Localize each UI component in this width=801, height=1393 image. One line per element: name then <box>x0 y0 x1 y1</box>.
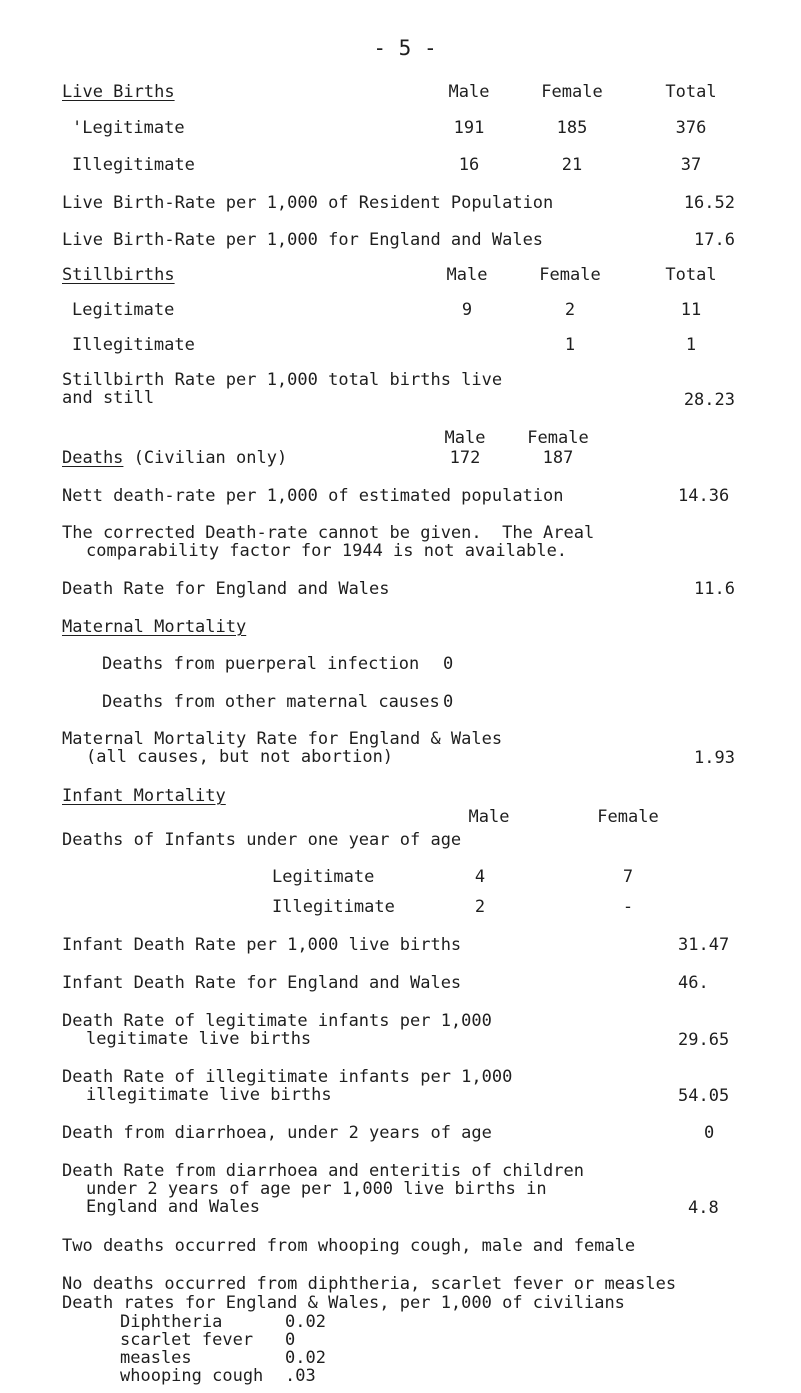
deaths-heading-line <box>62 448 287 468</box>
live-births-col-total: Total <box>665 82 717 102</box>
infant-row-male: 4 <box>474 867 486 887</box>
live-births-row-female: 21 <box>561 155 583 175</box>
deaths-female-value: 187 <box>542 448 574 468</box>
infant-heading: Infant Mortality <box>62 786 226 806</box>
rate-item-label: Diphtheria <box>120 1312 223 1332</box>
live-births-row-label: Illegitimate <box>72 155 195 175</box>
live-births-row-male: 16 <box>458 155 480 175</box>
live-births-row-label: 'Legitimate <box>72 118 185 138</box>
puerperal-value: 0 <box>443 654 454 674</box>
enteritis-line1: Death Rate from diarrhoea and enteritis of children <box>62 1161 584 1181</box>
corrected-note-line1: The corrected Death-rate cannot be given. The Areal <box>62 523 595 543</box>
stillbirths-col-female: Female <box>539 265 601 285</box>
rate-item-label: scarlet fever <box>120 1330 254 1350</box>
corrected-note-line2: comparability factor for 1944 is not available. <box>86 541 568 561</box>
deaths-male-value: 172 <box>449 448 481 468</box>
deaths-col-male: Male <box>444 428 486 448</box>
rate-item-value: 0.02 <box>285 1348 326 1368</box>
live-births-row-male: 191 <box>453 118 485 138</box>
stillbirths-col-male: Male <box>446 265 488 285</box>
legit-infant-rate-value: 29.65 <box>678 1030 730 1050</box>
civilian-rates-heading: Death rates for England & Wales, per 1,000 of civilians <box>62 1293 625 1313</box>
illegit-infant-rate-line1: Death Rate of illegitimate infants per 1,000 <box>62 1067 513 1087</box>
england-death-rate-label: Death Rate for England and Wales <box>62 579 390 599</box>
rate-item-value: 0.02 <box>285 1312 326 1332</box>
page-number: - 5 - <box>373 36 437 60</box>
legit-infant-rate-line2: legitimate live births <box>86 1029 312 1049</box>
illegit-infant-rate-line2: illegitimate live births <box>86 1085 332 1105</box>
stillbirths-row-label: Legitimate <box>72 300 175 320</box>
infant-deaths-label: Deaths of Infants under one year of age <box>62 830 462 850</box>
live-births-heading: Live Births <box>62 82 175 102</box>
stillbirths-row-label: Illegitimate <box>72 335 195 355</box>
stillbirth-rate-label-line1: Stillbirth Rate per 1,000 total births live <box>62 370 503 390</box>
infant-row-female: - <box>622 897 634 917</box>
legit-infant-rate-line1: Death Rate of legitimate infants per 1,000 <box>62 1011 492 1031</box>
infant-row-label: Legitimate <box>272 867 375 887</box>
infant-england-value: 46. <box>678 973 709 993</box>
stillbirths-row-female: 1 <box>564 335 576 355</box>
stillbirths-row-total: 1 <box>685 335 697 355</box>
live-birth-rate-england-label: Live Birth-Rate per 1,000 for England and Wales <box>62 230 544 250</box>
enteritis-value: 4.8 <box>688 1198 719 1218</box>
maternal-heading: Maternal Mortality <box>62 617 247 637</box>
no-deaths-note: No deaths occurred from diphtheria, scarlet fever or measles <box>62 1274 677 1294</box>
rate-item-value: .03 <box>285 1366 316 1386</box>
deaths-col-female: Female <box>527 428 589 448</box>
rate-item-label: measles <box>120 1348 192 1368</box>
nett-death-rate-value: 14.36 <box>678 486 730 506</box>
infant-row-male: 2 <box>474 897 486 917</box>
live-births-row-female: 185 <box>556 118 588 138</box>
stillbirths-row-female: 2 <box>564 300 576 320</box>
infant-rate-label: Infant Death Rate per 1,000 live births <box>62 935 462 955</box>
enteritis-line2: under 2 years of age per 1,000 live births in <box>86 1179 547 1199</box>
rate-item-value: 0 <box>285 1330 296 1350</box>
infant-row-label: Illegitimate <box>272 897 395 917</box>
stillbirth-rate-value: 28.23 <box>683 390 735 410</box>
diarrhoea-label: Death from diarrhoea, under 2 years of age <box>62 1123 492 1143</box>
infant-col-female: Female <box>597 807 659 827</box>
infant-england-label: Infant Death Rate for England and Wales <box>62 973 462 993</box>
deaths-qualifier: (Civilian only) <box>133 448 288 468</box>
stillbirth-rate-label-line2: and still <box>62 388 155 408</box>
live-birth-rate-resident-label: Live Birth-Rate per 1,000 of Resident Population <box>62 193 554 213</box>
stillbirths-row-male: 9 <box>461 300 473 320</box>
england-death-rate-value: 11.6 <box>694 579 735 599</box>
infant-row-female: 7 <box>622 867 634 887</box>
whooping-note: Two deaths occurred from whooping cough, male and female <box>62 1236 636 1256</box>
stillbirths-heading: Stillbirths <box>62 265 175 285</box>
maternal-rate-label-line2: (all causes, but not abortion) <box>86 747 394 767</box>
live-births-col-female: Female <box>541 82 603 102</box>
illegit-infant-rate-value: 54.05 <box>678 1086 730 1106</box>
live-births-row-total: 376 <box>675 118 707 138</box>
enteritis-line3: England and Wales <box>86 1197 260 1217</box>
puerperal-label: Deaths from puerperal infection <box>102 654 420 674</box>
other-maternal-value: 0 <box>443 692 454 712</box>
infant-col-male: Male <box>468 807 510 827</box>
maternal-rate-value: 1.93 <box>694 748 735 768</box>
infant-rate-value: 31.47 <box>678 935 730 955</box>
rate-item-label: whooping cough <box>120 1366 264 1386</box>
live-birth-rate-resident-value: 16.52 <box>683 193 735 213</box>
stillbirths-row-total: 11 <box>680 300 702 320</box>
diarrhoea-value: 0 <box>704 1123 715 1143</box>
live-births-row-total: 37 <box>680 155 702 175</box>
nett-death-rate-label: Nett death-rate per 1,000 of estimated population <box>62 486 564 506</box>
maternal-rate-label-line1: Maternal Mortality Rate for England & Wales <box>62 729 503 749</box>
other-maternal-label: Deaths from other maternal causes <box>102 692 440 712</box>
deaths-heading: Deaths <box>62 448 124 468</box>
live-births-col-male: Male <box>448 82 490 102</box>
stillbirths-col-total: Total <box>665 265 717 285</box>
live-birth-rate-england-value: 17.6 <box>694 230 735 250</box>
